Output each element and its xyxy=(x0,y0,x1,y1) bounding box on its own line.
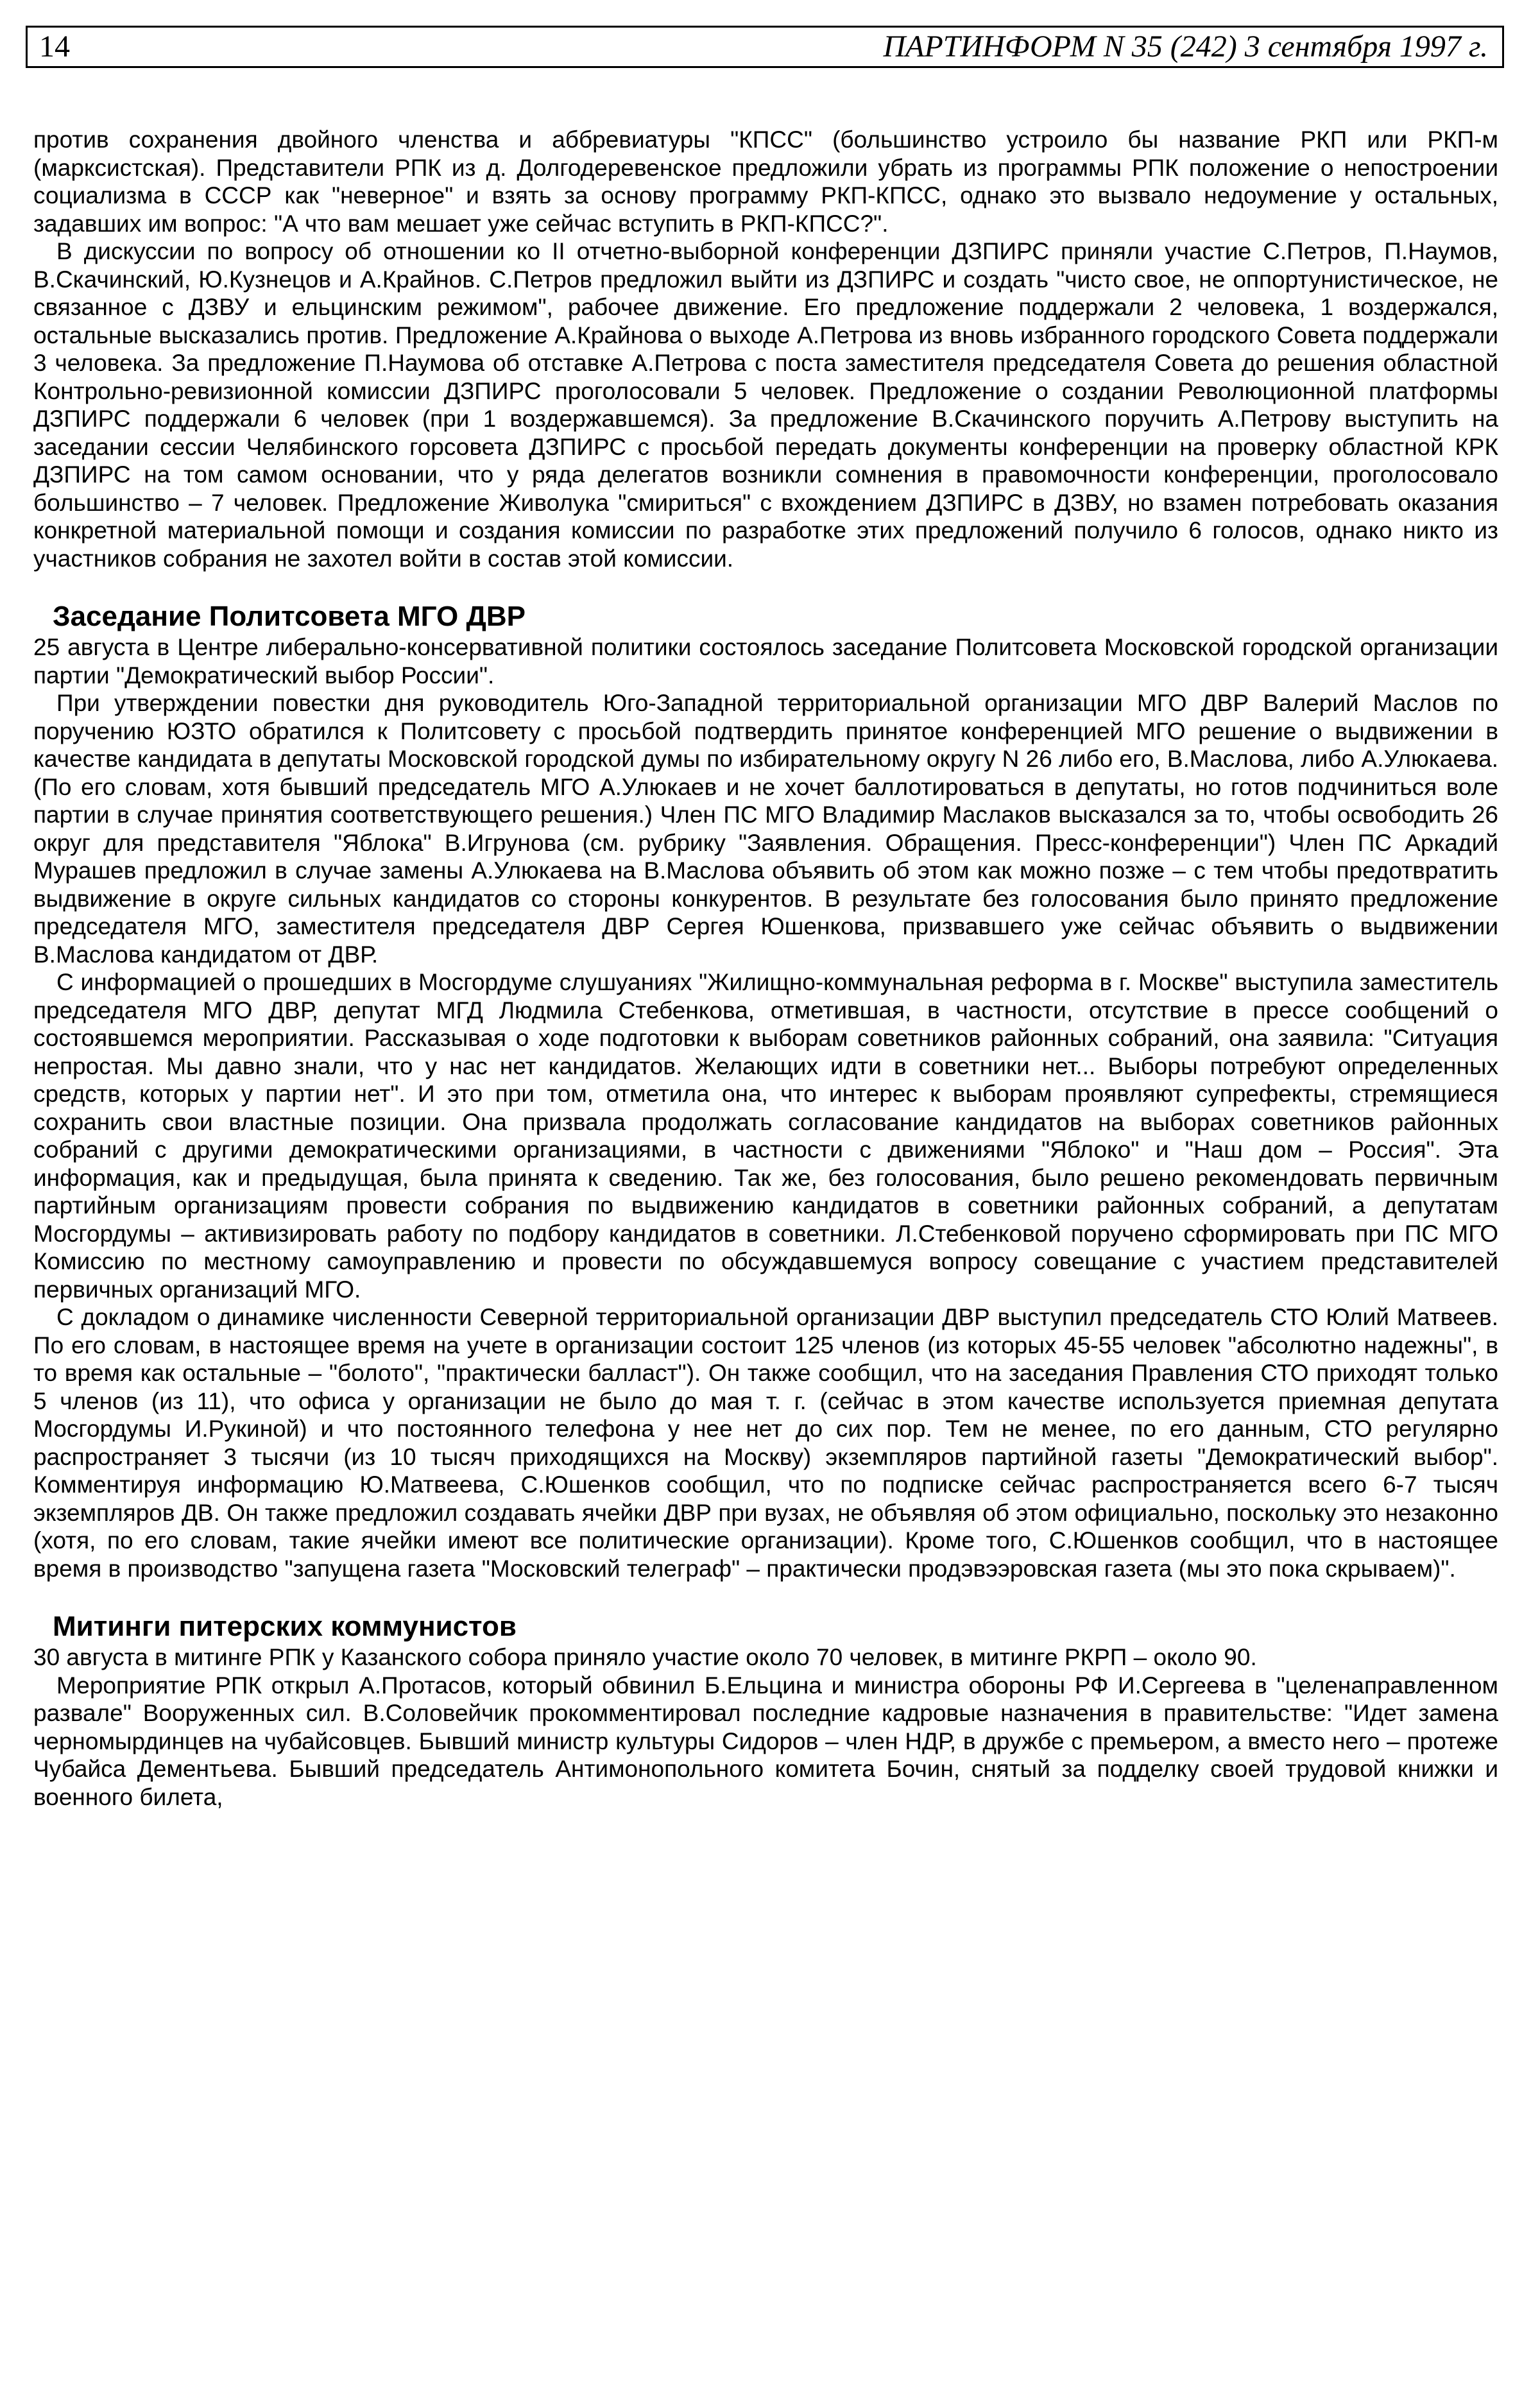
issue-title: ПАРТИНФОРМ N 35 (242) 3 сентября 1997 г. xyxy=(883,30,1488,64)
paragraph: 25 августа в Центре либерально-консервативной политики состоялось заседание Политсовета Московской городской организации партии "Демократический выбор России". xyxy=(33,634,1498,689)
paragraph: При утверждении повестки дня руководитель Юго-Западной территориальной организации МГО ДВР Валерий Маслов по поручению ЮЗТО обратился к Политсовету с просьбой подтвердить принятое конференцией МГО решение о выдвижении в качестве кандидата в депутаты Московской городской думы по избирательному округу N 26 либо его, В.Маслова, либо А.Улюкаева. (По его словам, хотя бывший председатель МГО А.Улюкаев и не хочет баллотироваться в депутаты, но готов подчиниться воле партии в случае принятия соответствующего решения.) Член ПС МГО Владимир Маслаков высказался за то, чтобы освободить 26 округ для представителя "Яблока" В.Игрунова (см. рубрику "Заявления. Обращения. Пресс-конференции") Член ПС Аркадий Мурашев предложил в случае замены А.Улюкаева на В.Маслова объявить об этом как можно позже – с тем чтобы предотвратить выдвижение в округе сильных кандидатов со стороны конкурентов. В результате без голосования было принято предложение председателя МГО, заместителя председателя ДВР Сергея Юшенкова, призвавшего уже сейчас объявить о выдвижении В.Маслова кандидатом от ДВР. xyxy=(33,690,1498,968)
paragraph: С докладом о динамике численности Северной территориальной организации ДВР выступил председатель СТО Юлий Матвеев. По его словам, в настоящее время на учете в организации состоит 125 членов (из которых 45-55 человек "абсолютно надежны", в то время как остальные – "болото", "практически балласт"). Он также сообщил, что на заседания Правления СТО приходят только 5 членов (из 11), что офиса у организации не было до мая т. г. (сейчас в этом качестве используется приемная депутата Мосгордумы И.Рукиной) и что постоянного телефона у нее нет до сих пор. Тем не менее, по его данным, СТО регулярно распространяет 3 тысячи (из 10 тысяч приходящихся на Москву) экземпляров партийной газеты "Демократический выбор". Комментируя информацию Ю.Матвеева, С.Юшенков сообщил, что по подписке сейчас распространяется всего 6-7 тысяч экземпляров ДВ. Он также предложил создавать ячейки ДВР при вузах, не объявляя об этом официально, поскольку это незаконно (хотя, по его словам, такие ячейки имеют все политические организации). Кроме того, С.Юшенков сообщил, что в настоящее время в производство "запущена газета "Московский телеграф" – практически продэвээровская газета (мы это пока скрываем)". xyxy=(33,1304,1498,1582)
page-header xyxy=(26,26,1504,68)
article-body xyxy=(33,126,1498,1811)
paragraph: С информацией о прошедших в Мосгордуме слушуаниях "Жилищно-коммунальная реформа в г. Москве" выступила заместитель председателя МГО ДВР, депутат МГД Людмила Стебенкова, отметившая, в частности, отсутствие в прессе сообщений о состоявшемся мероприятии. Рассказывая о ходе подготовки к выборам советников районных собраний, она заявила: "Ситуация непростая. Мы давно знали, что у нас нет кандидатов. Желающих идти в советники нет... Выборы потребуют определенных средств, которых у партии нет". И это при том, отметила она, что интерес к выборам проявляют супрефекты, стремящиеся сохранить свои властные позиции. Она призвала продолжать согласование кандидатов на выборах советников районных собраний с другими демократическими организациями, в частности с движениями "Яблоко" и "Наш дом – Россия". Эта информация, как и предыдущая, была принята к сведению. Так же, без голосования, было решено рекомендовать первичным партийным организациям провести собрания по выдвижению кандидатов в советники районных собраний, а депутатам Мосгордумы – активизировать работу по подбору кандидатов в советники. Л.Стебенковой поручено сформировать при ПС МГО Комиссию по местному самоуправлению и провести по обсуждавшемуся вопросу совещание с участием представителей первичных организаций МГО. xyxy=(33,969,1498,1303)
paragraph: против сохранения двойного членства и аббревиатуры "КПСС" (большинство устроило бы название РКП или РКП-м (марксистская). Представители РПК из д. Долгодеревенское предложили убрать из программы РПК положение о непостроении социализма в СССР как "неверное" и взять за основу программу РКП-КПСС, однако это вызвало недоумение у остальных, задавших им вопрос: "А что вам мешает уже сейчас вступить в РКП-КПСС?". xyxy=(33,126,1498,237)
paragraph: В дискуссии по вопросу об отношении ко II отчетно-выборной конференции ДЗПИРС приняли участие С.Петров, П.Наумов, В.Скачинский, Ю.Кузнецов и А.Крайнов. С.Петров предложил выйти из ДЗПИРС и создать "чисто свое, не оппортунистическое, не связанное с ДЗВУ и ельцинским режимом", рабочее движение. Его предложение поддержали 2 человека, 1 воздержался, остальные высказались против. Предложение А.Крайнова о выходе А.Петрова из вновь избранного городского Совета поддержали 3 человека. За предложение П.Наумова об отставке А.Петрова с поста заместителя председателя Совета до решения областной Контрольно-ревизионной комиссии ДЗПИРС проголосовали 5 человек. Предложение о создании Революционной платформы ДЗПИРС поддержали 6 человек (при 1 воздержавшемся). За предложение В.Скачинского поручить А.Петрову выступить на заседании сессии Челябинского горсовета ДЗПИРС с просьбой передать документы конференции на проверку областной КРК ДЗПИРС на том самом основании, что у ряда делегатов возникли сомнения в правомочности конференции, проголосовало большинство – 7 человек. Предложение Живолука "смириться" с вхождением ДЗПИРС в ДЗВУ, но взамен потребовать оказания конкретной материальной помощи и создания комиссии по разработке этих предложений получило 6 голосов, однако никто из участников собрания не захотел войти в состав этой комиссии. xyxy=(33,238,1498,572)
page-number: 14 xyxy=(39,30,70,64)
section-heading: Митинги питерских коммунистов xyxy=(53,1611,517,1642)
paragraph: Мероприятие РПК открыл А.Протасов, который обвинил Б.Ельцина и министра обороны РФ И.Сергеева в "целенаправленном развале" Вооруженных сил. В.Соловейчик прокомментировал последние кадровые назначения в правительстве: "Идет замена черномырдинцев на чубайсовцев. Бывший министр культуры Сидоров – член НДР, в дружбе с премьером, а вместо него – протеже Чубайса Дементьева. Бывший председатель Антимонопольного комитета Бочин, снятый за подделку своей трудовой книжки и военного билета, xyxy=(33,1672,1498,1810)
paragraph: 30 августа в митинге РПК у Казанского собора приняло участие около 70 человек, в митинге РКРП – около 90. xyxy=(33,1644,1257,1670)
section-heading: Заседание Политсовета МГО ДВР xyxy=(53,601,526,632)
